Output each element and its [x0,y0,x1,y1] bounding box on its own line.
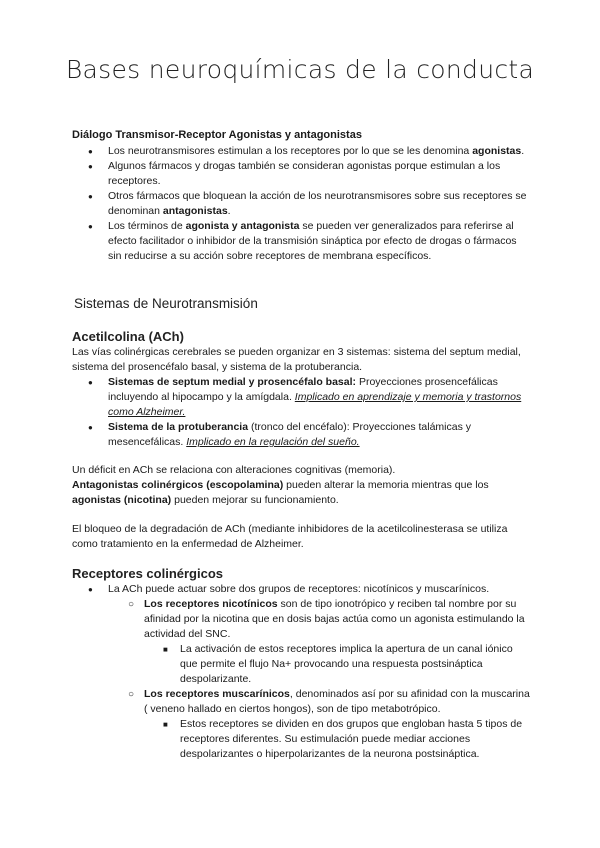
bullet-icon: ● [88,162,93,171]
square-bullet-icon: ■ [163,720,168,729]
list-item [72,144,532,159]
bullet-icon: ● [88,222,93,231]
item-text: Los términos de [108,220,183,232]
list-item [72,189,532,219]
item-bold: Sistema de la protuberancia [108,421,249,433]
bullet-icon: ● [88,423,93,432]
item-text: , denominados así por su afinidad con la muscarina ( veneno hallado en ciertos hongos), son de tipo metabotrópico. [144,688,530,715]
list-item [72,597,532,642]
bullet-icon: ● [88,192,93,201]
list-item [72,642,532,687]
agonists-text: pueden mejorar su funcionamiento. [174,494,339,506]
bullet-icon: ● [88,585,93,594]
section1-list [72,144,532,264]
item-bold: agonista y antagonista [185,220,300,232]
item-underlined: Implicado en aprendizaje y memoria y trastornos como Alzheimer. [108,391,522,418]
section1-heading: Diálogo Transmisor-Receptor Agonistas y antagonistas [72,129,362,141]
item-bold: Los receptores nicotínicos [144,598,278,610]
ach-antagonists [72,478,532,508]
item-text: Los neurotransmisores estimulan a los receptores por lo que se les denomina [108,145,470,157]
item-underlined: Implicado en la regulación del sueño. [186,436,360,448]
ach-heading: Acetilcolina (ACh) [72,329,184,344]
bullet-icon: ● [88,147,93,156]
circle-bullet-icon: ○ [128,599,135,610]
item-bold: antagonistas [162,205,228,217]
list-item [72,582,532,597]
list-item [72,687,532,717]
item-text: La ACh puede actuar sobre dos grupos de receptores: nicotínicos y muscarínicos. [108,583,490,595]
square-bullet-icon: ■ [163,645,168,654]
item-text: (tronco del encéfalo): Proyecciones talámicas y mesencefálicas. [108,421,472,448]
item-text: Estos receptores se dividen en dos grupos que engloban hasta 5 tipos de receptores diferentes. Su estimulación puede mediar acciones despolarizantes o hiperpolarizantes de la neurona postsináptica. [180,718,523,760]
list-item [72,159,532,189]
item-text: Algunos fármacos y drogas también se consideran agonistas porque estimulan a los receptores. [108,160,501,187]
receptors-block [72,582,532,762]
item-bold: Sistemas de septum medial y prosencéfalo basal: [108,376,357,388]
ach-bloqueo: El bloqueo de la degradación de ACh (mediante inhibidores de la acetilcolinesterasa se utiliza como tratamiento en la enfermedad de Alzheimer. [72,523,508,550]
item-text-end: . [227,205,231,217]
antagonists-text: pueden alterar la memoria mientras que los [286,479,489,491]
item-text-end: . [521,145,525,157]
list-item [72,420,532,450]
item-text: Otros fármacos que bloquean la acción de los neurotransmisores sobre sus receptores se denominan [108,190,527,217]
item-text-end: se pueden ver generalizados para referirse al efecto facilitador o inhibidor de la transmisión sináptica por efecto de drogas o fármacos sin reducirse a su acción sobre receptores de membrana específicos. [108,220,517,262]
antagonists-bold: Antagonistas colinérgicos (escopolamina) [72,479,284,491]
item-bold: agonistas [472,145,522,157]
item-text: son de tipo ionotrópico y reciben tal nombre por su afinidad por la nicotina que en dosis bajas actúa como un agonista estimulando la actividad del SNC. [144,598,525,640]
item-text: La activación de estos receptores implica la apertura de un canal iónico que permite el flujo Na+ provocando una respuesta postsináptica despolarizante. [180,643,513,685]
ach-intro: Las vías colinérgicas cerebrales se pueden organizar en 3 sistemas: sistema del septum medial, sistema del prosencéfalo basal, y sistema de la protuberancia. [72,346,521,373]
list-item [72,375,532,420]
ach-deficit: Un déficit en ACh se relaciona con alteraciones cognitivas (memoria). [72,464,396,476]
receptors-heading: Receptores colinérgicos [72,566,223,581]
item-text: Proyecciones prosencefálicas incluyendo al hipocampo y la amígdala. [108,376,498,403]
list-item [72,717,532,762]
ach-systems-list [72,375,532,450]
document-title: Bases neuroquímicas de la conducta [65,55,535,84]
agonists-bold: agonistas (nicotina) [72,494,172,506]
section2-heading: Sistemas de Neurotransmisión [74,296,258,311]
circle-bullet-icon: ○ [128,689,135,700]
item-bold: Los receptores muscarínicos [144,688,290,700]
list-item [72,219,532,264]
bullet-icon: ● [88,378,93,387]
